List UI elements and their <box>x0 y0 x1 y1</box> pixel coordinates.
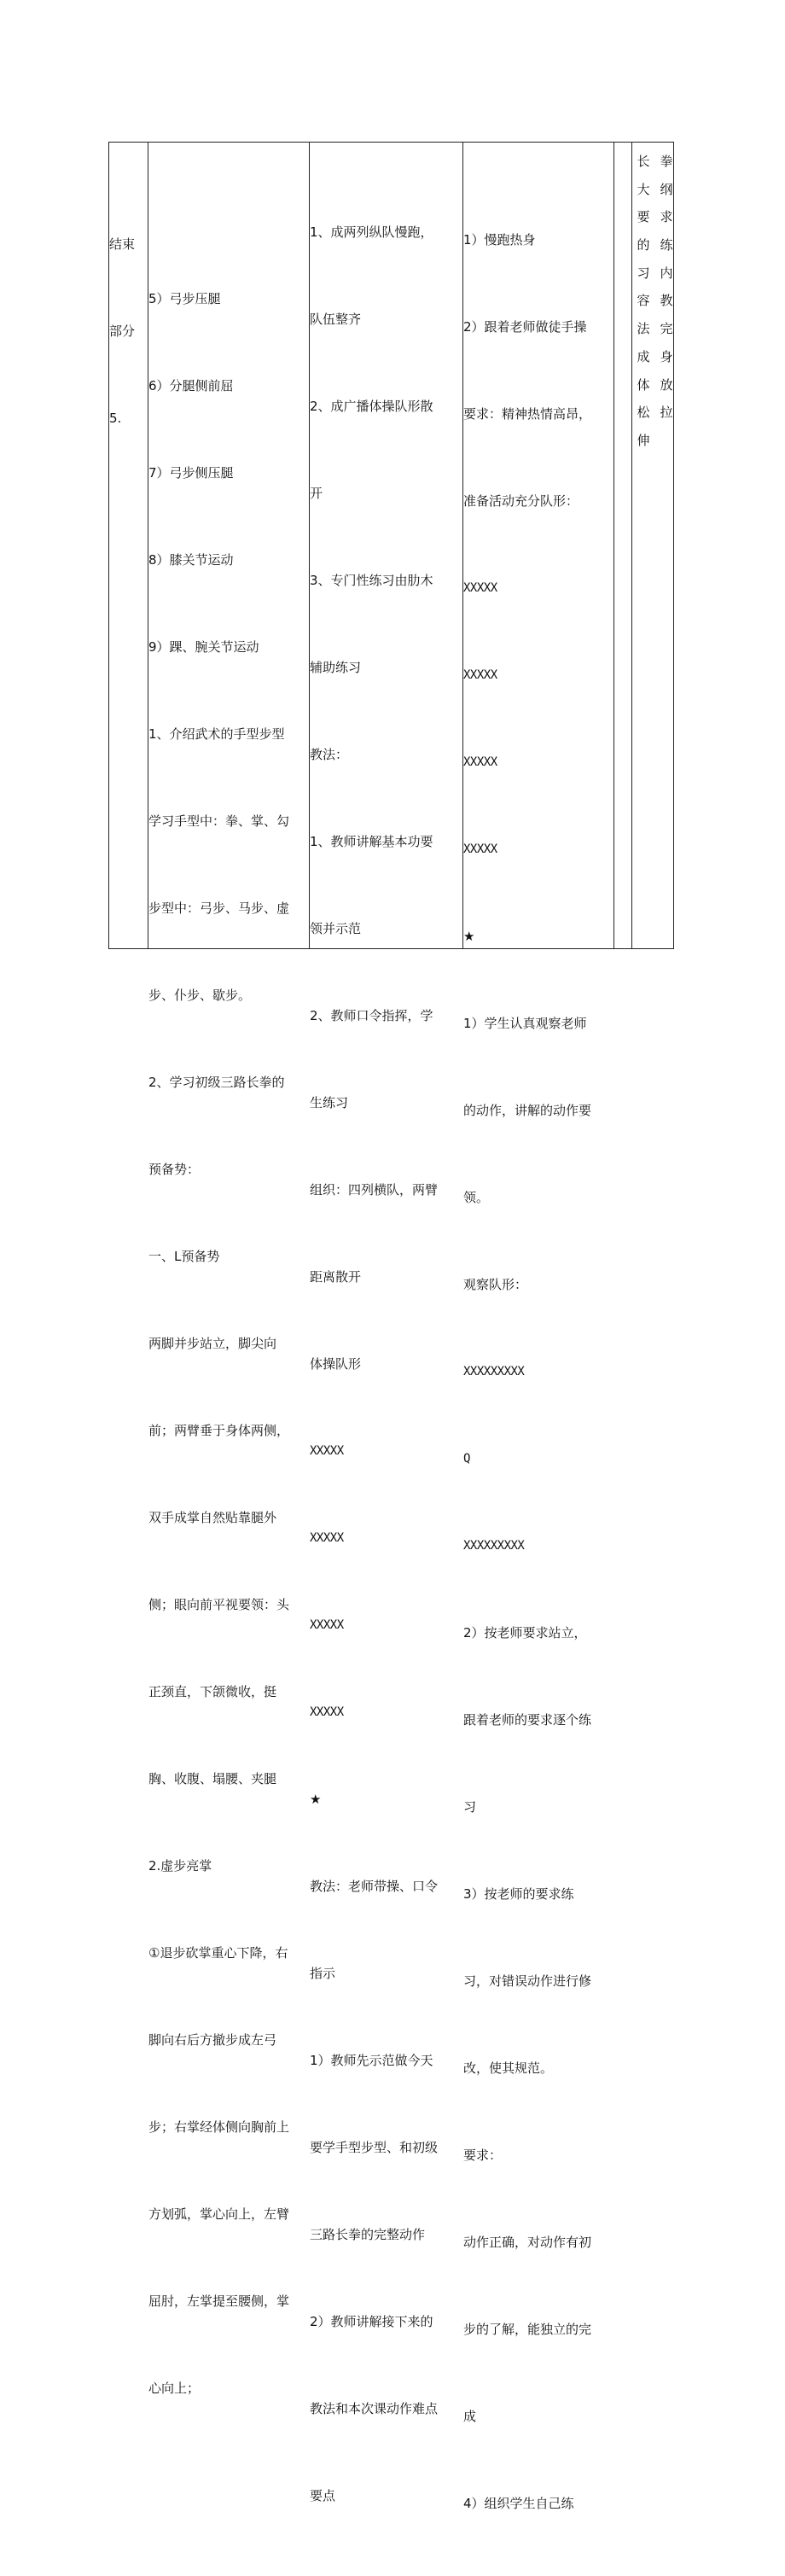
teacher-line: 2）教师讲解接下来的 <box>310 2314 433 2329</box>
content-line: 侧；眼向前平视要领：头 <box>148 1597 290 1612</box>
aims-char: 体 <box>637 376 650 393</box>
content-line: 6）分腿侧前屈 <box>148 378 234 393</box>
student-line: 步的了解，能独立的完 <box>463 2322 592 2337</box>
content-line: 方划弧，掌心向上，左臂 <box>148 2206 290 2222</box>
content-line: 胸、收腹、塌腰、夹腿 <box>148 1771 277 1786</box>
formation-row: XXXXX <box>463 581 497 595</box>
aims-char: 练 <box>660 237 673 254</box>
aims-column-left <box>635 148 652 455</box>
formation-row: XXXXXXXXX <box>463 1365 525 1378</box>
student-activity-cell <box>463 167 613 2576</box>
teacher-line: 组织：四列横队，两臂 <box>310 1182 439 1198</box>
aims-char: 拳 <box>660 154 673 169</box>
section-name-cell <box>109 172 147 491</box>
teacher-line: 生练习 <box>310 1095 349 1110</box>
student-line: 改，使其规范。 <box>463 2060 554 2076</box>
teacher-line: 体操队形 <box>310 1356 362 1372</box>
content-line: 屈肘，左掌提至腰侧，掌 <box>148 2293 290 2309</box>
student-line: 要求： <box>463 2148 503 2163</box>
student-line: 1）慢跑热身 <box>463 232 536 248</box>
student-line: 3）按老师的要求练 <box>463 1886 574 1902</box>
aims-char: 要 <box>637 209 650 225</box>
content-line: 步型中：弓步、马步、虚 <box>148 900 290 916</box>
teacher-line: 指示 <box>310 1966 336 1981</box>
aims-char: 完 <box>660 321 673 337</box>
content-line: 脚向右后方撤步成左弓 <box>148 2032 277 2048</box>
content-line: 心向上； <box>148 2381 201 2396</box>
teacher-line: 1、教师讲解基本功要 <box>310 834 433 849</box>
content-line: 1、介绍武术的手型步型 <box>148 726 285 742</box>
aims-char: 的 <box>637 237 650 254</box>
formation-row: XXXXX <box>463 842 497 856</box>
aims-char: 法 <box>637 321 650 337</box>
content-line: 预备势： <box>148 1162 201 1177</box>
column-divider <box>613 142 614 949</box>
teacher-line: 教法：老师带操、口令 <box>310 1879 439 1894</box>
aims-char: 求 <box>660 209 673 225</box>
section-name-line: 5. <box>109 411 122 426</box>
content-line: 双手成掌自然贴靠腿外 <box>148 1510 277 1525</box>
aims-char: 松 <box>637 405 650 421</box>
student-line: 1）学生认真观察老师 <box>463 1016 587 1031</box>
student-line: 准备活动充分队形： <box>463 493 579 509</box>
aims-char: 内 <box>660 265 673 281</box>
aims-char: 成 <box>637 348 650 364</box>
aims-char: 伸 <box>637 432 650 448</box>
formation-row: XXXXX <box>310 1618 344 1632</box>
student-line: 2）跟着老师做徒手操 <box>463 319 587 335</box>
teacher-line: 距离散开 <box>310 1269 362 1285</box>
content-line: ①退步砍掌重心下降，右 <box>148 1945 288 1961</box>
content-line: 2、学习初级三路长拳的 <box>148 1075 285 1090</box>
teacher-position-star: ★ <box>310 1792 322 1807</box>
student-line: 跟着老师的要求逐个练 <box>463 1712 592 1728</box>
aims-char: 教 <box>660 293 673 309</box>
section-name-line: 部分 <box>109 323 136 339</box>
content-cell <box>148 226 308 2461</box>
content-line: 2.虚步亮掌 <box>148 1858 212 1874</box>
aims-char: 大 <box>637 181 650 197</box>
student-line: 要求：精神热情高昂， <box>463 406 592 422</box>
content-line: 8）膝关节运动 <box>148 552 234 568</box>
content-line: 前；两臂垂于身体两侧， <box>148 1423 290 1438</box>
teacher-line: 1）教师先示范做今天 <box>310 2053 433 2068</box>
column-divider <box>631 142 632 949</box>
aims-char: 习 <box>637 265 650 281</box>
teacher-line: 队伍整齐 <box>310 312 362 327</box>
content-line: 正颈直，下颌微收，挺 <box>148 1684 277 1699</box>
teacher-line: 辅助练习 <box>310 660 362 675</box>
formation-row: XXXXX <box>310 1444 344 1458</box>
student-line: 4）组织学生自己练 <box>463 2496 574 2511</box>
formation-row: XXXXXXXXX <box>463 1539 525 1553</box>
teacher-line: 教法和本次课动作难点 <box>310 2401 439 2416</box>
teacher-line: 要点 <box>310 2488 336 2503</box>
teacher-line: 要学手型步型、和初级 <box>310 2140 439 2155</box>
student-line: 成 <box>463 2409 477 2424</box>
aims-char: 纲 <box>660 181 673 197</box>
content-line: 5）弓步压腿 <box>148 291 221 306</box>
aims-column-right <box>658 148 675 427</box>
aims-char: 身 <box>660 348 673 364</box>
content-line: 9）踝、腕关节运动 <box>148 639 259 655</box>
formation-row: XXXXX <box>310 1705 344 1719</box>
teacher-line: 3、专门性练习由肋木 <box>310 573 433 588</box>
teacher-position-star: ★ <box>463 929 475 944</box>
aims-char: 长 <box>637 154 650 169</box>
teacher-method-cell <box>310 160 462 2568</box>
table-top-border <box>108 142 674 143</box>
aims-char: 拉 <box>660 405 673 421</box>
student-line: 动作正确，对动作有初 <box>463 2235 592 2250</box>
formation-row: XXXXX <box>463 755 497 769</box>
student-line: 的动作，讲解的动作要 <box>463 1103 592 1118</box>
formation-row: Q <box>463 1452 470 1466</box>
content-line: 7）弓步侧压腿 <box>148 465 234 481</box>
student-line: 习 <box>463 1799 477 1815</box>
content-line: 两脚并步站立，脚尖向 <box>148 1336 277 1351</box>
teacher-line: 教法： <box>310 747 349 762</box>
teacher-line: 1、成两列纵队慢跑， <box>310 224 433 240</box>
formation-row: XXXXX <box>310 1531 344 1545</box>
student-line: 习，对错误动作进行修 <box>463 1973 592 1989</box>
student-line: 观察队形： <box>463 1277 528 1292</box>
content-line: 步；右掌经体侧向胸前上 <box>148 2119 290 2135</box>
teacher-line: 2、成广播体操队形散 <box>310 399 433 414</box>
content-line: 一、L预备势 <box>148 1249 220 1264</box>
content-line: 学习手型中：拳、掌、勾 <box>148 813 290 829</box>
content-line: 步、仆步、歇步。 <box>148 988 252 1003</box>
teacher-line: 开 <box>310 486 323 501</box>
teacher-line: 三路长拳的完整动作 <box>310 2227 426 2242</box>
teacher-line: 领并示范 <box>310 921 362 936</box>
section-name-line: 结束 <box>109 236 136 252</box>
lesson-plan-table <box>108 142 674 2511</box>
formation-row: XXXXX <box>463 668 497 682</box>
aims-char: 容 <box>637 293 650 309</box>
aims-char: 放 <box>660 376 673 393</box>
student-line: 领。 <box>463 1190 490 1205</box>
student-line: 2）按老师要求站立， <box>463 1625 587 1641</box>
teacher-line: 2、教师口令指挥，学 <box>310 1008 433 1023</box>
